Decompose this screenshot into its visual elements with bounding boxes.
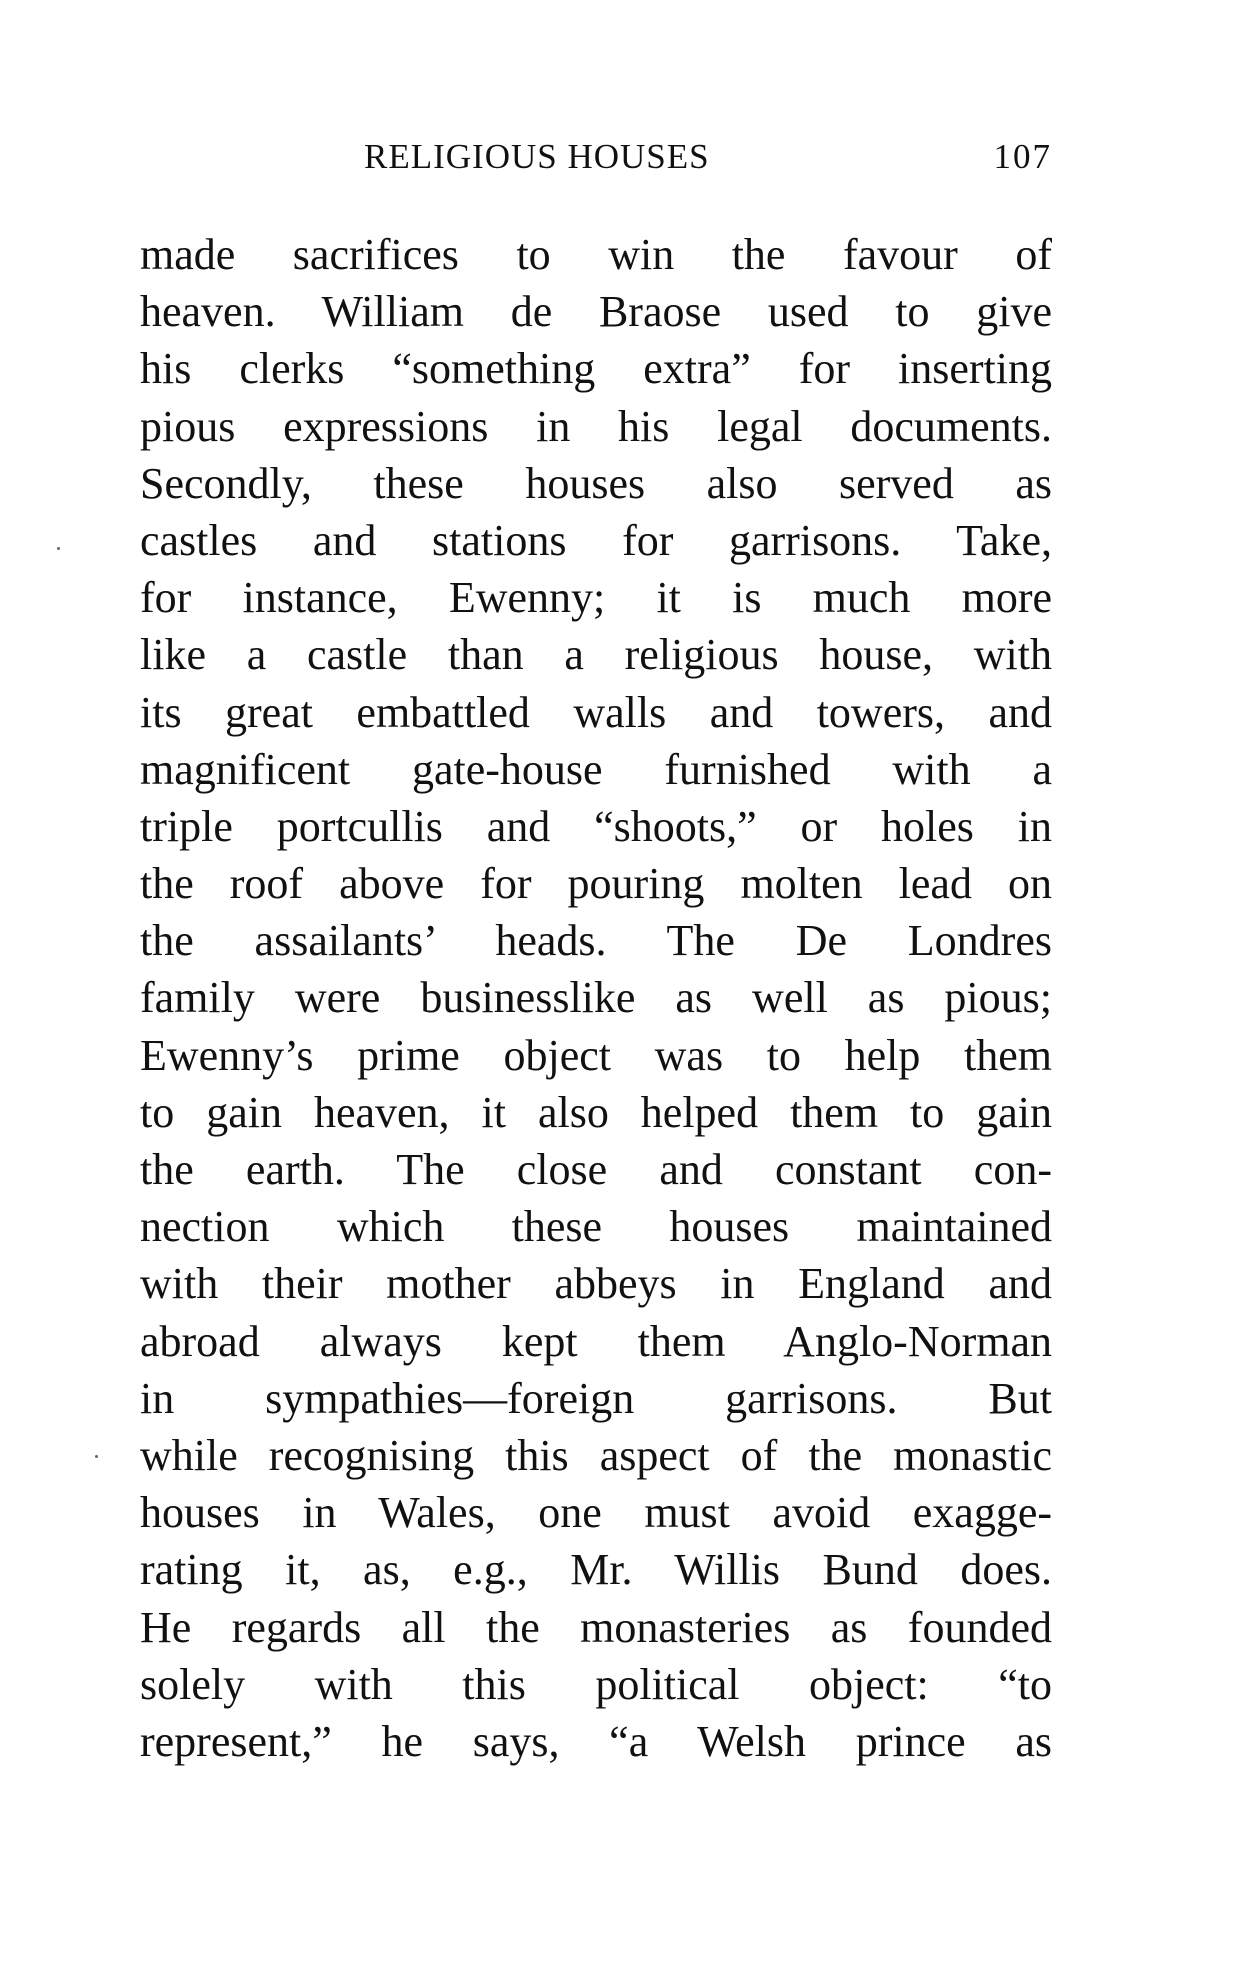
text-line: abroad always kept them Anglo-Norman	[140, 1316, 1052, 1366]
text-line: Secondly, these houses also served as	[140, 458, 1052, 508]
text-line: for instance, Ewenny; it is much more	[140, 573, 1052, 623]
print-speck	[57, 547, 60, 550]
text-line: to gain heaven, it also helped them to gain	[140, 1087, 1052, 1137]
running-head	[140, 137, 1052, 185]
text-line: represent,” he says, “a Welsh prince as	[140, 1716, 1052, 1766]
text-line: its great embattled walls and towers, and	[140, 687, 1052, 737]
body-text	[140, 226, 1052, 1770]
text-line: castles and stations for garrisons. Take,	[140, 515, 1052, 565]
text-line: rating it, as, e.g., Mr. Willis Bund does.	[140, 1545, 1052, 1595]
text-line: triple portcullis and “shoots,” or holes in	[140, 801, 1052, 851]
text-line: He regards all the monasteries as founded	[140, 1602, 1052, 1652]
text-line: while recognising this aspect of the monastic	[140, 1430, 1052, 1480]
text-line: in sympathies—foreign garrisons. But	[140, 1373, 1052, 1423]
running-head-title: RELIGIOUS HOUSES	[364, 137, 710, 176]
text-line: with their mother abbeys in England and	[140, 1259, 1052, 1309]
text-line: pious expressions in his legal documents.	[140, 401, 1052, 451]
text-line: made sacrifices to win the favour of	[140, 230, 1052, 279]
text-line: magnificent gate-house furnished with a	[140, 744, 1052, 794]
text-line: houses in Wales, one must avoid exagge-	[140, 1488, 1052, 1538]
page-number: 107	[993, 137, 1052, 176]
text-line: nection which these houses maintained	[140, 1202, 1052, 1252]
text-line: the assailants’ heads. The De Londres	[140, 916, 1052, 966]
text-line: heaven. William de Braose used to give	[140, 287, 1052, 337]
text-line: Ewenny’s prime object was to help them	[140, 1030, 1052, 1080]
text-line: the earth. The close and constant con-	[140, 1145, 1052, 1194]
text-line: solely with this political object: “to	[140, 1659, 1052, 1709]
text-line: his clerks “something extra” for inserting	[140, 344, 1052, 394]
text-line: like a castle than a religious house, with	[140, 630, 1052, 680]
print-speck	[95, 1455, 98, 1458]
text-line: family were businesslike as well as pious;	[140, 973, 1052, 1023]
text-line: the roof above for pouring molten lead on	[140, 859, 1052, 909]
